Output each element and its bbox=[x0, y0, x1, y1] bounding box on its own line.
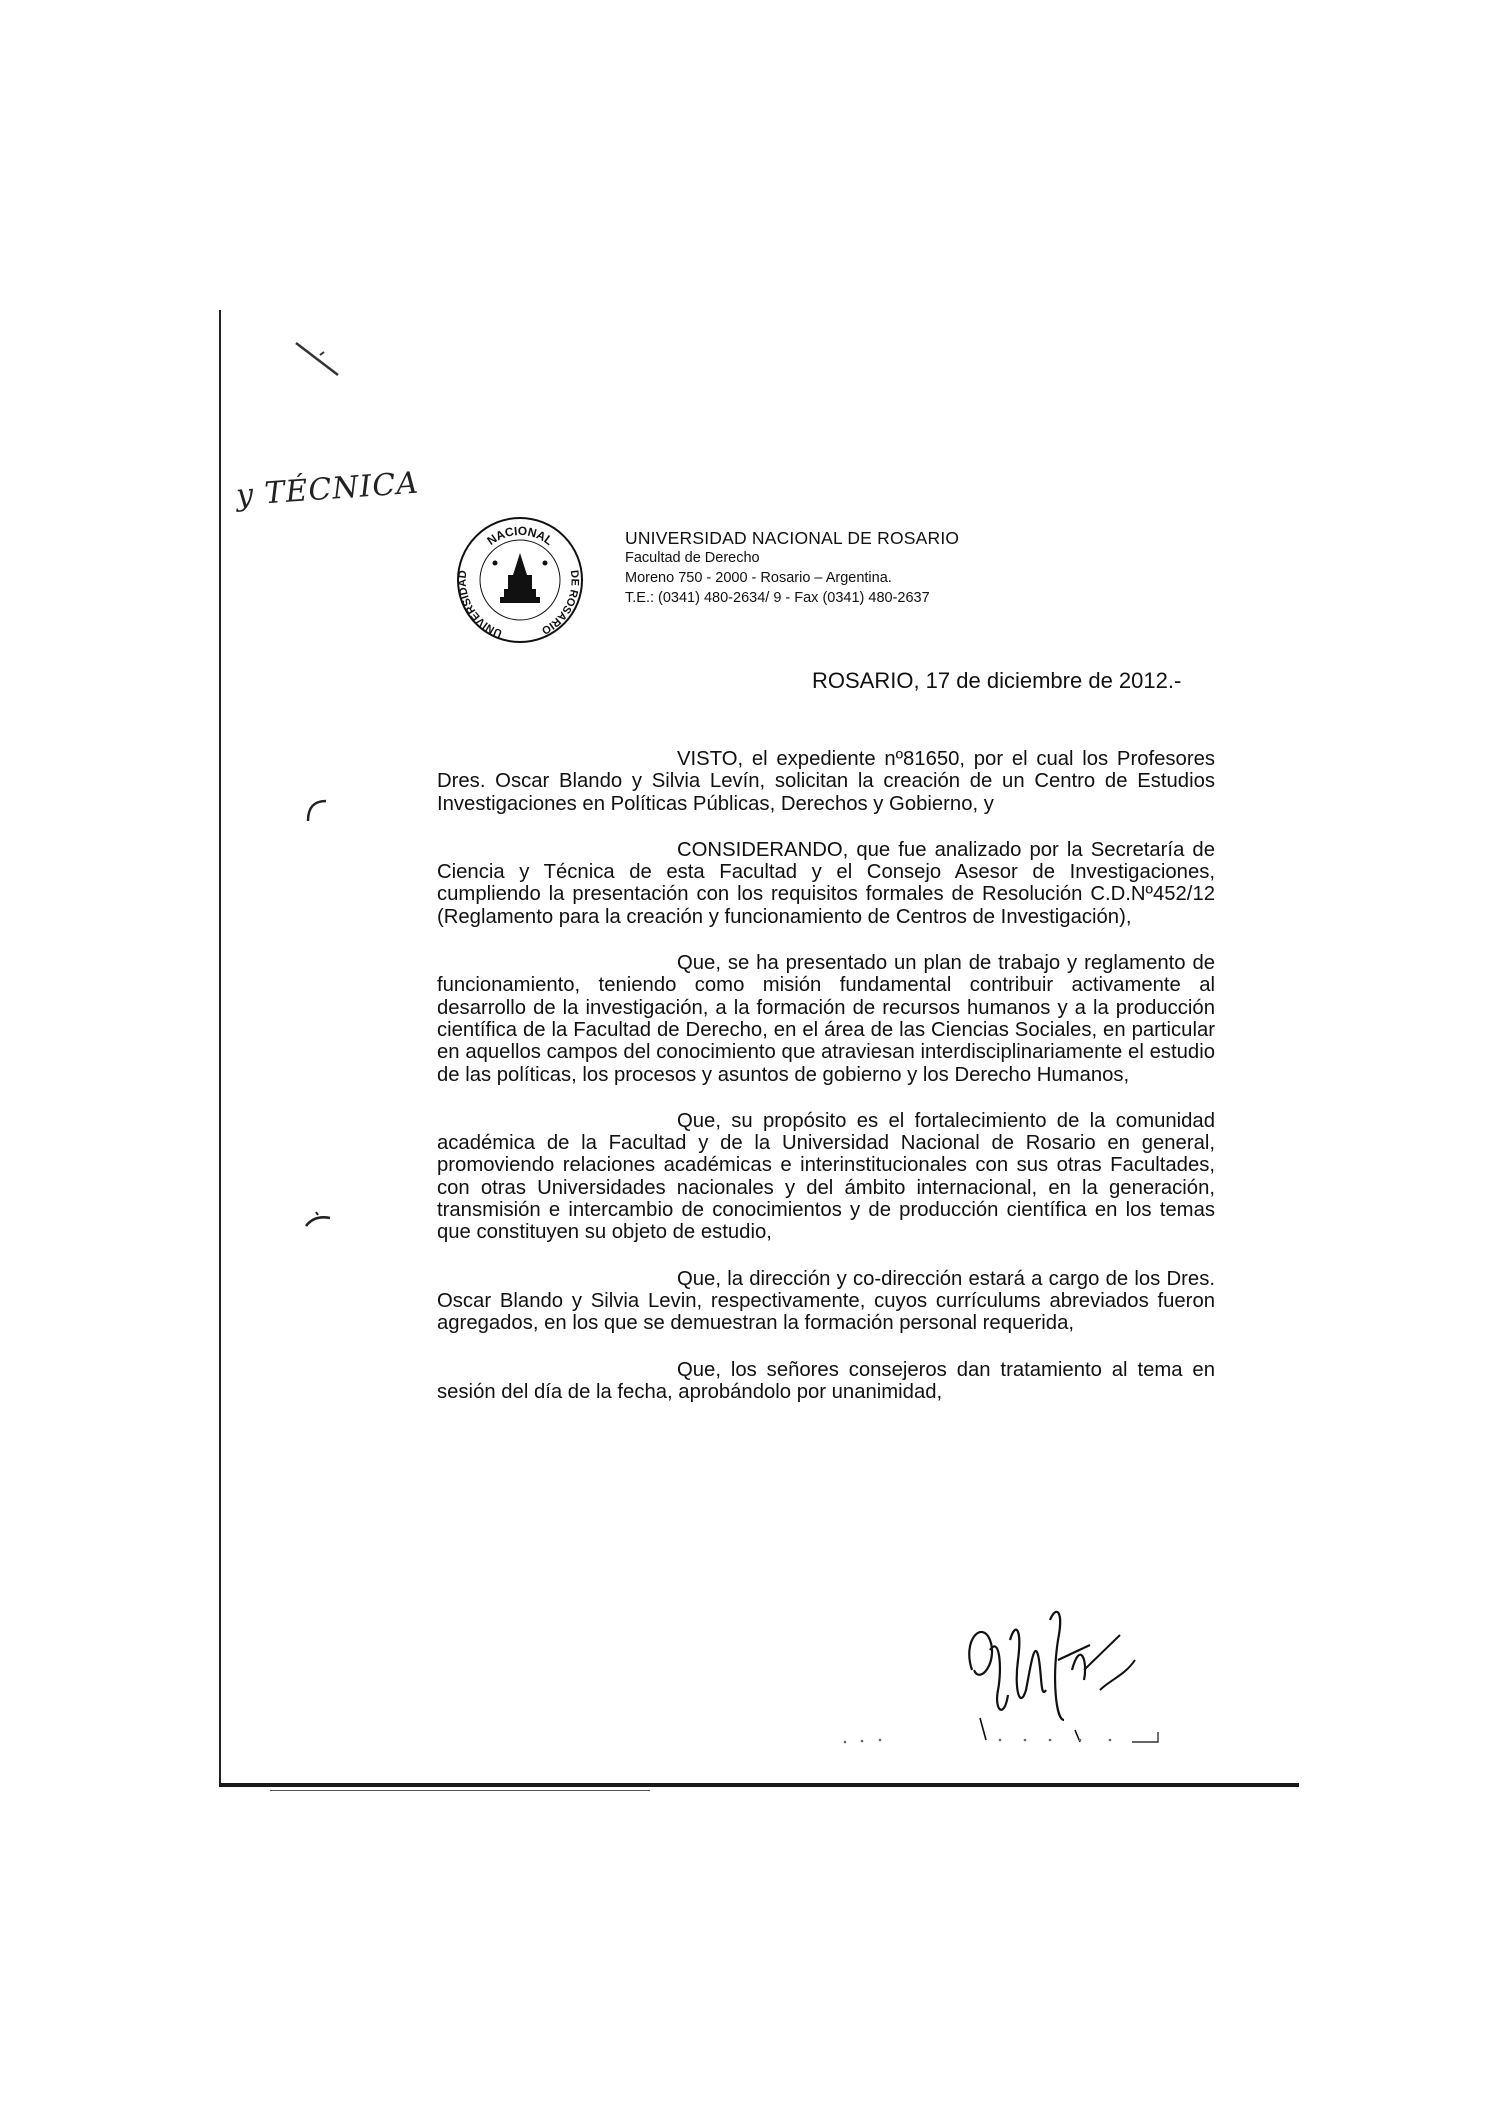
paragraph-consejeros: Que, los señores consejeros dan tratamiento al tema en sesión del día de la fecha, aprobándolo por unanimidad, bbox=[437, 1358, 1215, 1403]
svg-text:DE ROSARIO: DE ROSARIO bbox=[539, 569, 581, 637]
paragraph-proposito: Que, su propósito es el fortalecimiento de la comunidad académica de la Facultad y de la Universidad Nacional de Rosario en general, promoviendo relaciones académicas e interinstitucionales con sus otras Facultades, con otras Universidades nacionales y del ámbito internacional, en la generación, transmisión e intercambio de conocimientos y de producción científica en los temas que constituyen su objeto de estudio, bbox=[437, 1109, 1215, 1244]
address: Moreno 750 - 2000 - Rosario – Argentina. bbox=[625, 570, 892, 586]
scan-left-border bbox=[219, 310, 221, 1785]
svg-text:UNIVERSIDAD: UNIVERSIDAD bbox=[456, 569, 504, 640]
handwritten-margin-note: y TÉCNICA bbox=[235, 465, 421, 514]
handwritten-signature bbox=[960, 1600, 1170, 1750]
faculty-name: Facultad de Derecho bbox=[625, 550, 760, 566]
handwritten-tick-mark-2 bbox=[302, 1208, 332, 1238]
date-line: ROSARIO, 17 de diciembre de 2012.- bbox=[812, 668, 1182, 693]
letterhead bbox=[625, 528, 959, 608]
paragraph-plan-trabajo: Que, se ha presentado un plan de trabajo y reglamento de funcionamiento, teniendo como misión fundamental contribuir activamente al desarrollo de la investigación, a la formación de recursos humanos y a la producción científica de la Facultad de Derecho, en el área de las Ciencias Sociales, en particular en aquellos campos del conocimiento que atraviesan interdisciplinariamente el estudio de las políticas, los procesos y asuntos de gobierno y los Derecho Humanos, bbox=[437, 952, 1215, 1086]
university-name: UNIVERSIDAD NACIONAL DE ROSARIO bbox=[625, 528, 960, 548]
paragraph-considerando: CONSIDERANDO, que fue analizado por la Secretaría de Ciencia y Técnica de esta Facultad y el Consejo Asesor de Investigaciones, cumpliendo la presentación con los requisitos formales de Resolución C.D.Nº452/12 (Reglamento para la creación y funcionamiento de Centros de Investigación), bbox=[437, 838, 1215, 928]
paragraph-visto: VISTO, el expediente nº81650, por el cual los Profesores Dres. Oscar Blando y Silvia Levín, solicitan la creación de un Centro de Estudios Investigaciones en Políticas Públicas, Derechos y Gobierno, y bbox=[437, 748, 1215, 815]
paragraph-direccion: Que, la dirección y co-dirección estará a cargo de los Dres. Oscar Blando y Silvia Levin, respectivamente, cuyos currículums abreviados fueron agregados, en los que se demuestran la formación personal requerida, bbox=[437, 1267, 1215, 1335]
scan-bottom-rule-secondary bbox=[270, 1790, 650, 1791]
handwritten-tick-mark bbox=[302, 795, 332, 825]
scan-dots bbox=[840, 1730, 1170, 1750]
document-body bbox=[437, 748, 1215, 1427]
university-seal-icon bbox=[455, 515, 585, 645]
handwritten-slash-mark bbox=[290, 335, 350, 385]
svg-text:NACIONAL: NACIONAL bbox=[484, 523, 556, 549]
phone-fax: T.E.: (0341) 480-2634/ 9 - Fax (0341) 480-2637 bbox=[625, 590, 930, 606]
scan-bottom-rule bbox=[219, 1783, 1299, 1787]
